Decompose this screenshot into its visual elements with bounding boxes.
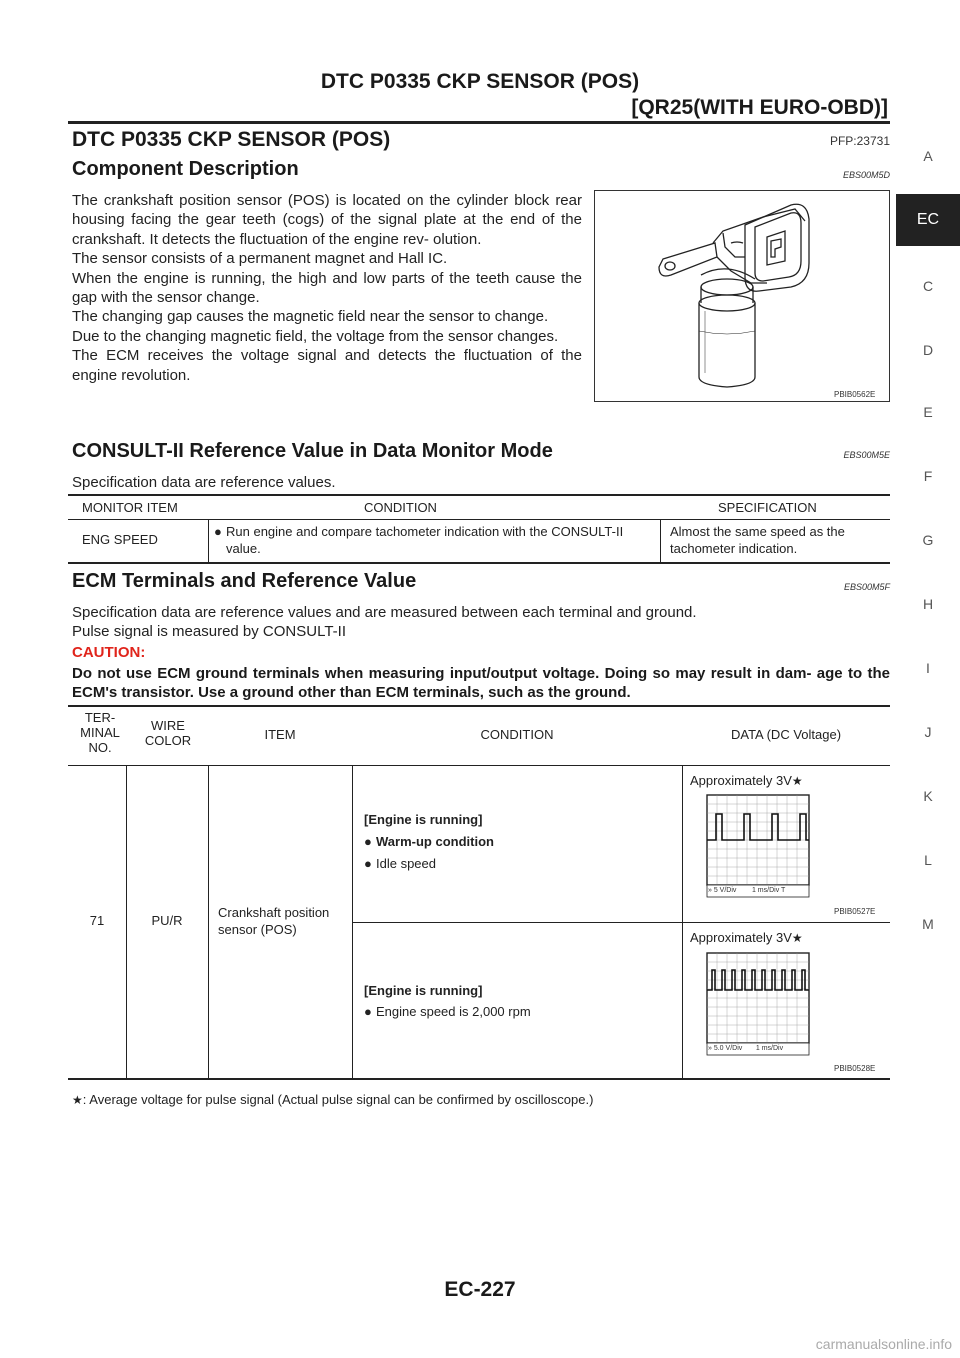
sidebar-letter-g[interactable]: G [922, 532, 934, 548]
cell-terminal-71: 71 [89, 913, 105, 928]
bullet-icon: ● [214, 524, 222, 539]
bullet-icon: ● [364, 834, 372, 849]
cond2-data-text: Approximately 3V [690, 930, 792, 945]
col-condition: CONDITION [364, 500, 437, 515]
cell-condition-line2: value. [226, 541, 261, 556]
ecm-col-divider [208, 765, 209, 1079]
page-number: EC-227 [444, 1278, 516, 1301]
crankshaft-sensor-illustration [595, 191, 889, 401]
paragraph: Due to the changing magnetic field, the voltage from the sensor changes. [72, 327, 559, 345]
sidebar-letter-f[interactable]: F [923, 468, 933, 484]
col-monitor-item: MONITOR ITEM [82, 500, 178, 515]
star-icon: ★ [791, 931, 803, 945]
component-description-code: EBS00M5D [842, 170, 890, 180]
cond2-data [690, 930, 803, 946]
col-terminal-line2: MINAL [80, 725, 120, 740]
sidebar-letter-j[interactable]: J [924, 724, 932, 740]
consult-code: EBS00M5E [843, 450, 890, 460]
sidebar-letter-l[interactable]: L [924, 852, 932, 868]
col-data-dc-voltage: DATA (DC Voltage) [730, 727, 842, 742]
cond1-data-text: Approximately 3V [690, 773, 792, 788]
figure-id-pbib0528e: PBIB0528E [834, 1064, 876, 1073]
cond1-bullet2 [364, 856, 436, 872]
cond1-title: [Engine is running] [364, 812, 483, 827]
cell-spec-line1: Almost the same speed as the [670, 524, 845, 539]
component-description-body [72, 191, 582, 385]
col-item: ITEM [264, 727, 296, 742]
cell-item-line2: sensor (POS) [218, 922, 297, 937]
sidebar-letter-ec-active[interactable]: EC [896, 194, 960, 246]
sidebar-letter-a[interactable]: A [923, 148, 933, 164]
crankshaft-sensor-figure [594, 190, 890, 402]
cond1-oscilloscope-waveform [706, 794, 810, 898]
consult-heading: CONSULT-II Reference Value in Data Monitor Mode [72, 440, 553, 462]
cond2-scope-labels: » 5.0 V/Div 1 ms/Div [708, 1045, 784, 1052]
ecm-subrow-divider [352, 922, 890, 923]
caution-label: CAUTION: [72, 644, 146, 661]
cond1-scope-labels: » 5 V/Div 1 ms/Div T [708, 887, 786, 894]
ecm-code: EBS00M5F [843, 582, 890, 592]
col-terminal-no [74, 710, 126, 755]
bullet-icon: ● [364, 856, 372, 871]
ecm-header-rule [68, 765, 890, 766]
ecm-heading: ECM Terminals and Reference Value [72, 570, 417, 592]
col-terminal-line3: NO. [88, 740, 112, 755]
col-terminal-line1: TER- [84, 710, 116, 725]
section-title: DTC P0335 CKP SENSOR (POS) [72, 128, 391, 151]
section-index-sidebar [896, 0, 960, 1358]
table-header-rule [68, 519, 890, 520]
sidebar-letter-e[interactable]: E [923, 404, 933, 420]
ecm-table-bottom-rule [68, 1078, 890, 1080]
col-wire-line1: WIRE [151, 718, 185, 733]
col-condition: CONDITION [480, 727, 554, 742]
cond2-bullet1 [364, 1004, 531, 1020]
footnote-text: : Average voltage for pulse signal (Actual pulse signal can be confirmed by oscilloscope.) [82, 1092, 594, 1107]
ecm-table-top-rule [68, 705, 890, 707]
paragraph: The crankshaft position sensor (POS) is located on the cylinder block rear housing facing the gear teeth (cogs) of the signal plate at the end of the crankshaft. It detects the fluctuation of the engine rev- olution. [72, 192, 582, 248]
cond1-bullet2-text: Idle speed [376, 856, 436, 871]
cond2-scope-volt: 5.0 V/Div [713, 1045, 743, 1052]
pfp-code: PFP:23731 [829, 134, 890, 148]
cond1-data [690, 773, 803, 789]
sidebar-letter-h[interactable]: H [922, 596, 934, 612]
running-header-subtitle: [QR25(WITH EURO-OBD)] [631, 96, 888, 119]
cond1-bullet1-text: Warm-up condition [376, 834, 494, 849]
table-col-divider [208, 519, 209, 563]
col-specification: SPECIFICATION [718, 500, 817, 515]
sidebar-letter-i[interactable]: I [926, 660, 930, 676]
sidebar-letter-m[interactable]: M [922, 916, 934, 932]
paragraph: The ECM receives the voltage signal and detects the fluctuation of the engine revolution. [72, 347, 582, 384]
sidebar-letter-d[interactable]: D [922, 342, 934, 358]
star-icon: ★ [791, 774, 803, 788]
watermark[interactable]: carmanualsonline.info [815, 1336, 952, 1352]
ecm-intro-line2: Pulse signal is measured by CONSULT-II [72, 623, 346, 640]
sidebar-letter-k[interactable]: K [923, 788, 933, 804]
cell-eng-speed: ENG SPEED [82, 532, 158, 547]
figure-id-pbib0562e: PBIB0562E [834, 390, 876, 399]
paragraph: When the engine is running, the high and low parts of the teeth cause the gap with the sensor change. [72, 269, 582, 307]
cond1-bullet1 [364, 834, 494, 850]
cond2-title: [Engine is running] [364, 983, 483, 998]
bullet-icon: ● [364, 1004, 372, 1019]
header-rule [68, 121, 890, 124]
table-bottom-rule [68, 562, 890, 564]
cond1-scope-volt: 5 V/Div [713, 887, 737, 894]
consult-intro: Specification data are reference values. [72, 474, 336, 491]
sidebar-letter-c[interactable]: C [922, 278, 934, 294]
table-top-rule [68, 494, 890, 496]
cell-item-line1: Crankshaft position [218, 905, 330, 920]
footnote [72, 1092, 593, 1107]
cond2-oscilloscope-waveform [706, 952, 810, 1056]
condition-text-line1: Run engine and compare tachometer indication with the CONSULT-II [226, 524, 624, 539]
table-col-divider [660, 519, 661, 563]
col-wire-color [128, 718, 208, 748]
cond2-bullet1-text: Engine speed is 2,000 rpm [376, 1004, 531, 1019]
figure-id-pbib0527e: PBIB0527E [834, 907, 876, 916]
cell-wire-pur: PU/R [151, 913, 183, 928]
caution-text: Do not use ECM ground terminals when measuring input/output voltage. Doing so may result in dam- age to the ECM's transistor. Use a ground other than ECM terminals, such as the ground. [72, 665, 890, 701]
cond2-scope-time: 1 ms/Div [755, 1045, 784, 1052]
star-icon: ★ [72, 1093, 83, 1107]
cond1-scope-time: 1 ms/Div [751, 887, 780, 894]
cell-spec-line2: tachometer indication. [670, 541, 798, 556]
running-header-title: DTC P0335 CKP SENSOR (POS) [320, 70, 640, 93]
col-wire-line2: COLOR [144, 733, 192, 748]
ecm-intro-line1: Specification data are reference values and are measured between each terminal and ground. [72, 604, 697, 621]
paragraph: The sensor consists of a permanent magnet and Hall IC. [72, 250, 448, 268]
paragraph: The changing gap causes the magnetic field near the sensor to change. [72, 308, 549, 326]
component-description-heading: Component Description [72, 158, 299, 180]
cell-condition-bullet [214, 524, 623, 540]
